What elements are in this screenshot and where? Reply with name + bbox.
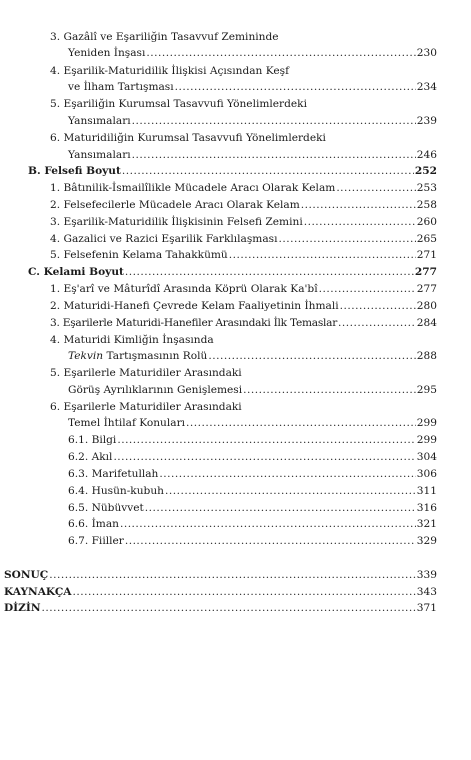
toc-page-number: 246 [416,149,437,161]
toc-entry[interactable] [50,232,437,248]
dot-leader [243,383,416,398]
toc-page-number: 277 [416,283,437,295]
toc-page-number: 271 [416,249,437,261]
toc-entry[interactable] [50,248,437,264]
toc-page-number: 280 [416,300,437,312]
dot-leader [132,148,416,163]
toc-entry-title: 4. Eşarilik-Maturidilik İlişkisi Açısından Keşf [50,65,289,77]
toc-page-number: 295 [416,384,437,396]
toc-subentry[interactable] [68,484,437,500]
toc-page-number: 371 [416,602,437,614]
toc-back-matter-conclusion[interactable] [4,568,437,584]
dot-leader [340,299,416,314]
toc-subentry[interactable] [68,534,437,550]
toc-entry[interactable] [68,114,437,130]
toc-entry-title: Yansımaları [68,149,131,161]
toc-section-b[interactable] [28,164,437,180]
toc-entry-title: 5. Eşariliğin Kurumsal Tasavvufi Yönelimlerdeki [50,98,307,110]
toc-page-number: 230 [416,47,437,59]
toc-entry-title-rest: Tartışmasının Rolü [103,350,208,362]
toc-page-number: 288 [416,350,437,362]
dot-leader [49,568,416,583]
toc-entry-title: 4. Maturidi Kimliğin İnşasında [50,334,214,346]
toc-entry-title [68,349,207,364]
toc-entry-title: 3. Eşarilerle Maturidi-Hanefiler Arasındaki İlk Temaslar [50,317,338,329]
toc-entry-title: 6.3. Marifetullah [68,468,159,480]
dot-leader [304,215,416,230]
toc-page-number: 284 [416,317,437,329]
toc-page-number: 321 [416,518,437,530]
toc-entry-title: ve İlham Tartışması [68,81,174,93]
dot-leader [117,433,415,448]
toc-entry[interactable] [68,80,437,96]
toc-entry-title: 5. Eşarilerle Maturidiler Arasındaki [50,367,242,379]
dot-leader [301,198,416,213]
toc-entry-heading [50,131,437,147]
toc-subentry[interactable] [68,467,437,483]
toc-entry-title: 6.1. Bilgi [68,434,117,446]
toc-entry-title: 4. Gazalici ve Razici Eşarilik Farklılaşması [50,233,278,245]
toc-entry-heading [50,333,437,349]
toc-page-number: 234 [416,81,437,93]
dot-leader [159,467,415,482]
toc-entry-title: 6.7. Fiiller [68,535,124,547]
toc-entry-title: 6.2. Akıl [68,451,113,463]
toc-section-title: B. Felsefi Boyut [28,165,121,177]
toc-entry-title: Yeniden İnşası [68,47,146,59]
toc-entry[interactable] [68,46,437,62]
toc-entry-title: 6. Eşarilerle Maturidiler Arasındaki [50,401,242,413]
toc-entry-title: 2. Felsefecilerle Mücadele Aracı Olarak Kelam [50,199,300,211]
toc-subentry[interactable] [68,450,437,466]
toc-entry[interactable] [50,316,437,332]
toc-page-number: 343 [416,586,437,598]
dot-leader [165,484,416,499]
toc-entry-heading [50,64,437,80]
toc-entry-heading [50,366,437,382]
dot-leader [175,80,416,95]
toc-page-number: 304 [416,451,437,463]
dot-leader [146,46,415,61]
toc-page-number: 258 [416,199,437,211]
dot-leader [125,265,414,280]
toc-entry[interactable] [50,181,437,197]
toc-page-number: 299 [416,434,437,446]
toc-entry-title: 6.6. İman [68,518,119,530]
toc-entry-title: Görüş Ayrılıklarının Genişlemesi [68,384,243,396]
toc-entry-title: 5. Felsefenin Kelama Tahakkümü [50,249,228,261]
dot-leader [186,416,416,431]
toc-entry[interactable] [50,198,437,214]
toc-section-title: KAYNAKÇA [4,586,72,598]
toc-entry-italic-term: Tekvin [68,350,104,362]
toc-page-number: 252 [414,165,437,177]
toc-entry[interactable] [68,349,437,365]
toc-entry-title: 6. Maturidiliğin Kurumsal Tasavvufi Yönelimlerdeki [50,132,326,144]
dot-leader [125,534,416,549]
toc-entry-title: 1. Bâtınilik-İsmailîlikle Mücadele Aracı Olarak Kelam [50,182,336,194]
toc-entry[interactable] [68,416,437,432]
toc-entry-title: 2. Maturidi-Hanefi Çevrede Kelam Faaliyetinin İhmali [50,300,339,312]
toc-page-number: 239 [416,115,437,127]
dot-leader [122,164,414,179]
toc-entry-title: Temel İhtilaf Konuları [68,417,186,429]
toc-page-number: 329 [416,535,437,547]
toc-entry-heading [50,400,437,416]
dot-leader [113,450,415,465]
toc-entry-title: 1. Eş'arî ve Mâturîdî Arasında Köprü Olarak Ka'bî [50,283,318,295]
toc-entry[interactable] [68,383,437,399]
dot-leader [229,248,416,263]
toc-page-number: 316 [416,502,437,514]
toc-back-matter-bibliography[interactable] [4,585,437,601]
toc-entry[interactable] [50,299,437,315]
toc-page-number: 260 [416,216,437,228]
toc-page-number: 265 [416,233,437,245]
toc-entry-title: 3. Eşarilik-Maturidilik İlişkisinin Felsefi Zemini [50,216,303,228]
toc-section-c[interactable] [28,265,437,281]
toc-entry-title: 6.5. Nübüvvet [68,502,144,514]
toc-back-matter-index[interactable] [4,601,437,617]
toc-page-number: 253 [416,182,437,194]
toc-page-number: 339 [416,569,437,581]
toc-page-number: 277 [414,266,437,278]
dot-leader [319,282,416,297]
toc-entry[interactable] [50,215,437,231]
dot-leader [208,349,415,364]
toc-subentry[interactable] [68,433,437,449]
toc-entry[interactable] [50,282,437,298]
toc-section-title: SONUÇ [4,569,49,581]
toc-subentry[interactable] [68,517,437,533]
toc-entry-title: Yansımaları [68,115,131,127]
dot-leader [132,114,416,129]
toc-page-number: 311 [416,485,437,497]
toc-subentry[interactable] [68,501,437,517]
toc-entry-heading [50,97,437,113]
dot-leader [338,316,416,331]
dot-leader [336,181,415,196]
toc-page-number: 306 [416,468,437,480]
toc-entry-heading [50,30,437,46]
toc-entry-title: 6.4. Husün-kubuh [68,485,164,497]
dot-leader [278,232,415,247]
dot-leader [145,501,416,516]
toc-section-title: C. Kelami Boyut [28,266,124,278]
dot-leader [120,517,416,532]
toc-entry-title: 3. Gazâlî ve Eşariliğin Tasavvuf Zemininde [50,31,279,43]
toc-section-title: DİZİN [4,602,41,614]
toc-page-number: 299 [416,417,437,429]
dot-leader [73,585,416,600]
dot-leader [42,601,416,616]
toc-entry[interactable] [68,148,437,164]
